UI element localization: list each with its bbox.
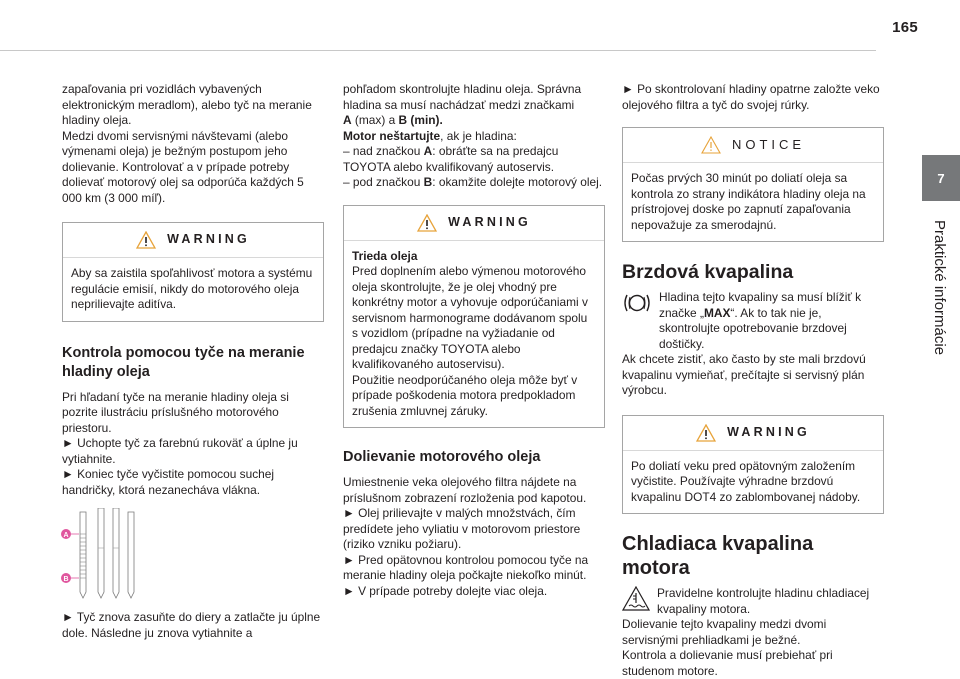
warning-text: Použitie neodporúčaného oleja môže byť v prípade poškodenia motora predpokladom zrušenia zmluvnej záruky. bbox=[352, 372, 578, 418]
body-text: – nad značkou bbox=[343, 144, 424, 158]
mark-label-a: A bbox=[63, 532, 69, 539]
body-text: (max) a bbox=[351, 113, 399, 127]
step-text: ► Po skontrolovaní hladiny opatrne založte veko olejového filtra a tyč do svojej rúrky. bbox=[622, 82, 880, 112]
warning-text: Po doliatí veku pred opätovným založením vyčistite. Používajte výhradne brzdovú kvapalinu DOT4 zo zablombovanej nádoby. bbox=[631, 458, 861, 504]
body-text: “. Ak to tak nie je, skontrolujte opotrebovanie brzdovej doštičky. bbox=[659, 305, 847, 351]
warning-text: Aby sa zaistila spoľahlivosť motora a systému regulácie emisií, nikdy do motorového oleja neprilievajte aditíva. bbox=[71, 266, 313, 311]
body-text: – pod značkou bbox=[343, 175, 424, 189]
column-middle bbox=[343, 82, 605, 599]
box-divider bbox=[63, 257, 323, 258]
mark-a: A bbox=[423, 144, 433, 158]
warning-box bbox=[622, 415, 884, 515]
mark-label-b: B bbox=[63, 576, 69, 583]
step-text: ► Uchopte tyč za farebnú rukoväť a úplne ju vytiahnite. bbox=[62, 436, 298, 466]
notice-box bbox=[622, 127, 884, 242]
warning-title: WARNING bbox=[448, 214, 531, 229]
body-text: Pravidelne kontrolujte hladinu chladiacej kvapaliny motora. bbox=[657, 586, 870, 616]
notice-triangle-icon bbox=[701, 136, 721, 154]
warning-triangle-icon bbox=[696, 424, 716, 442]
warning-text: Pred doplnením alebo výmenou motorového oleja skontrolujte, že je olej vhodný pre konkrétny motor a vyhovuje odporúčaniami v servisnom harmonograme dodávanom spolu s vozidlom (prípadne na vyžiadanie od predajcu značky TOYOTA alebo kvalifikovaného autoservisu). bbox=[352, 264, 588, 371]
coolant-block bbox=[622, 586, 884, 617]
warning-box bbox=[343, 205, 605, 429]
section-heading: Brzdová kvapalina bbox=[622, 261, 794, 283]
step-text: ► Pred opätovnou kontrolou pomocou tyče na meranie hladiny oleja počkajte niekoľko minút. bbox=[343, 552, 589, 582]
top-divider bbox=[0, 50, 876, 51]
warning-title: WARNING bbox=[167, 232, 250, 247]
body-text: Umiestnenie veka olejového filtra nájdete na príslušnom zobrazení rozloženia pod kapotou. bbox=[343, 475, 587, 505]
page-number: 165 bbox=[892, 19, 918, 36]
column-left bbox=[62, 82, 324, 641]
section-heading: Dolievanie motorového oleja bbox=[343, 449, 541, 465]
box-divider bbox=[623, 450, 883, 451]
mark-a: A bbox=[343, 113, 352, 127]
body-text: : okamžite dolejte motorový olej. bbox=[432, 175, 603, 189]
coolant-icon bbox=[622, 586, 650, 612]
step-text: ► V prípade potreby dolejte viac oleja. bbox=[343, 583, 548, 598]
box-divider bbox=[344, 240, 604, 241]
emphasis-text: Motor neštartujte bbox=[343, 128, 441, 143]
chapter-title: Praktické informácie bbox=[931, 220, 948, 356]
body-text: : obráťte sa na predajcu TOYOTA alebo kvalifikovaný autoservis. bbox=[343, 144, 559, 174]
step-text: ► Koniec tyče vyčistite pomocou suchej handričky, ktorá nezanecháva vlákna. bbox=[62, 467, 275, 497]
body-text: pohľadom skontrolujte hladinu oleja. Správna hladina sa musí nachádzať medzi značkami bbox=[343, 82, 582, 112]
box-divider bbox=[623, 162, 883, 163]
intro-text: zapaľovania pri vozidlách vybavených elektronickým meradlom), alebo tyč na meranie hladiny oleja. bbox=[62, 82, 312, 127]
notice-text: Počas prvých 30 minút po doliatí oleja sa kontrola zo strany indikátora hladiny oleja na prístrojovej doske po zapnutí zapaľovania nepovažuje za smerodajnú. bbox=[631, 171, 866, 232]
mark-b: B (min). bbox=[398, 113, 443, 127]
body-text: Ak chcete zistiť, ako často by ste mali brzdovú kvapalinu vymieňať, prečítajte si servisný plán výrobcu. bbox=[622, 352, 866, 397]
mark-b: B bbox=[423, 175, 433, 189]
body-text: Pri hľadaní tyče na meranie hladiny oleja si pozrite ilustráciu príslušného motorového priestoru. bbox=[62, 389, 289, 435]
warning-triangle-icon bbox=[417, 214, 437, 232]
column-right bbox=[622, 82, 884, 679]
warning-subtitle: Trieda oleja bbox=[352, 248, 418, 263]
body-text: , ak je hladina: bbox=[440, 128, 517, 143]
chapter-tab[interactable]: 7 bbox=[922, 155, 960, 201]
max-mark: MAX bbox=[703, 305, 731, 320]
brake-fluid-block bbox=[622, 290, 884, 352]
warning-title: WARNING bbox=[727, 424, 810, 439]
step-text: ► Tyč znova zasuňte do diery a zatlačte ju úplne dole. Následne ju znova vytiahnite a bbox=[62, 610, 321, 640]
step-text: ► Olej prilievajte v malých množstvách, čím predídete jeho vyliatiu v motorovom priestore (riziko vzniku požiaru). bbox=[343, 506, 581, 551]
warning-triangle-icon bbox=[136, 231, 156, 249]
body-text: Hladina tejto kvapaliny sa musí blížiť k značke „ bbox=[659, 290, 862, 320]
section-heading: Chladiaca kvapalina motora bbox=[622, 533, 814, 579]
dipstick-illustration bbox=[60, 508, 324, 604]
brake-fluid-icon bbox=[622, 290, 652, 316]
notice-title: NOTICE bbox=[731, 137, 806, 153]
section-heading: Kontrola pomocou tyče na meranie hladiny oleja bbox=[62, 344, 305, 380]
body-text: Dolievanie tejto kvapaliny medzi dvomi servisnými prehliadkami je bežné. bbox=[622, 617, 827, 647]
body-text: Kontrola a dolievanie musí prebiehať pri studenom motore. bbox=[622, 648, 833, 678]
intro-text-2: Medzi dvomi servisnými návštevami (alebo výmenami oleja) je bežným postupom jeho dolievanie. Kontrolovať a v prípade potreby dolievať motorový olej sa odporúča každých 5 000 km (3 000 míľ). bbox=[62, 128, 304, 205]
warning-box bbox=[62, 222, 324, 322]
